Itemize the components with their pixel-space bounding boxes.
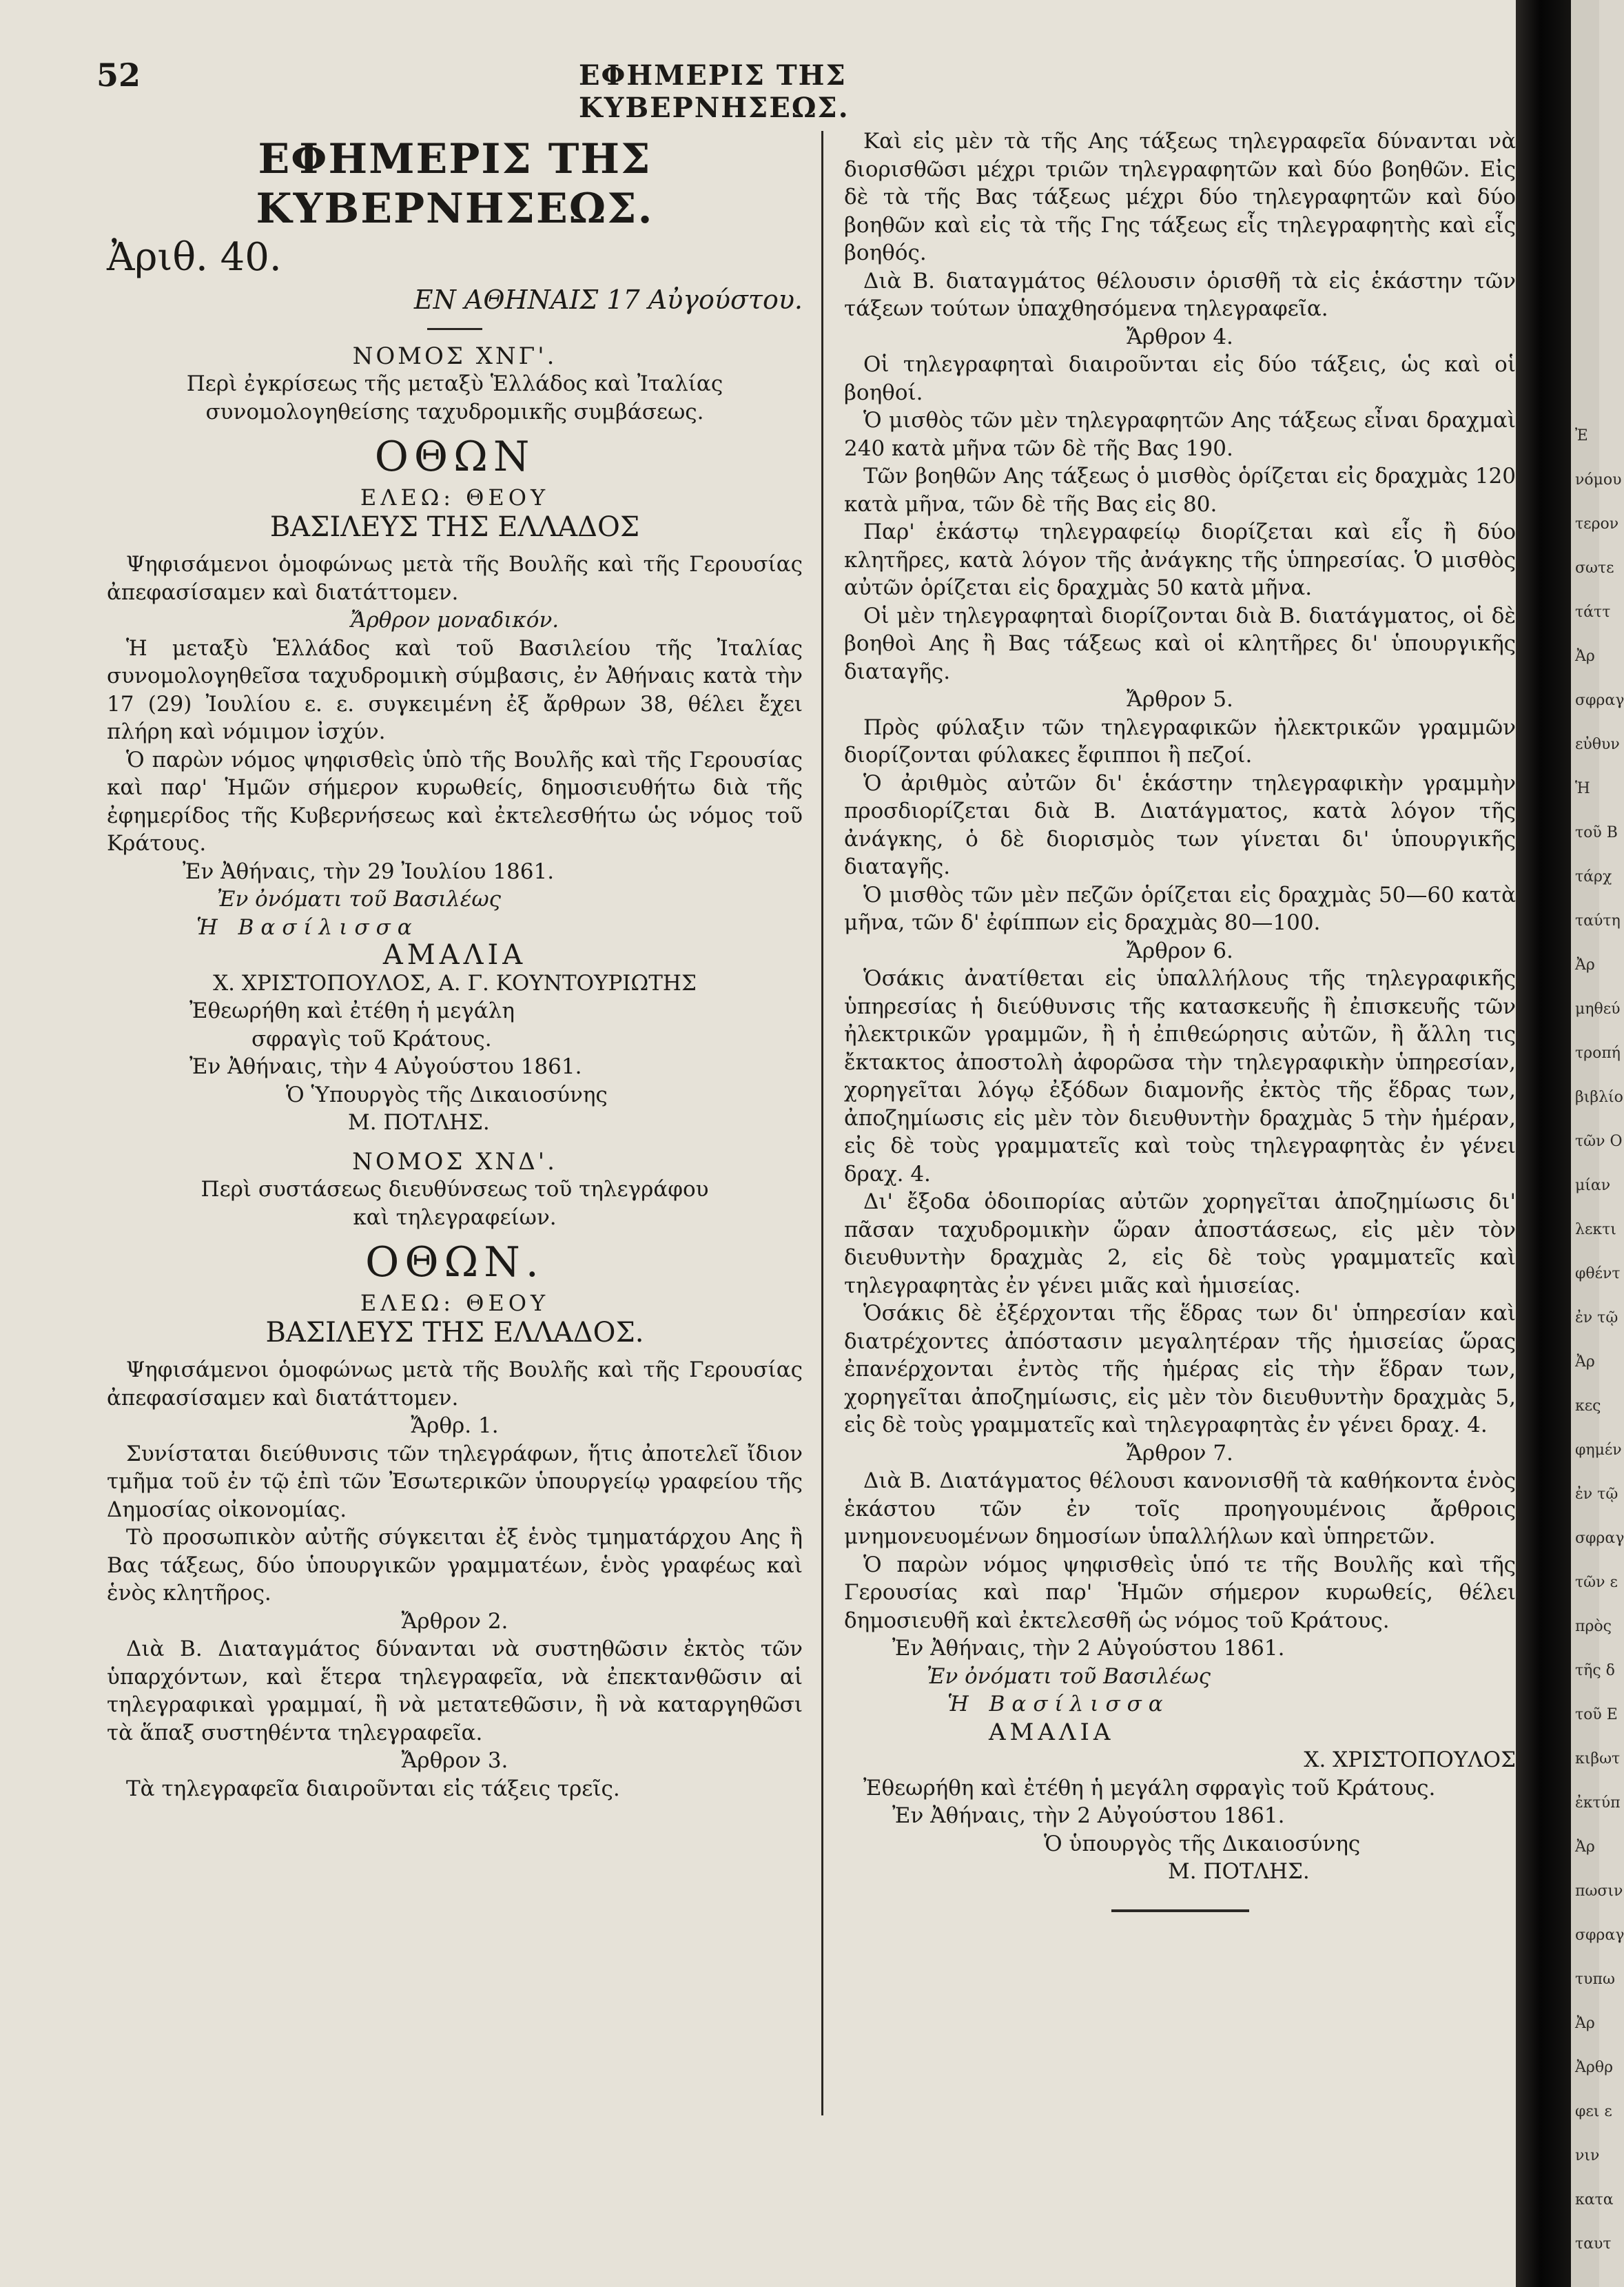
law-title: ΝΟΜΟΣ ΧΝΔ'.: [352, 1147, 557, 1176]
next-page-fragment: φημέν: [1575, 1442, 1622, 1459]
by-grace-of-god: ΕΛΕΩ: ΘΕΟΥ: [360, 484, 550, 511]
article-heading: Ἄρθρον 7.: [1127, 1440, 1233, 1466]
article-text: Ὁ μισθὸς τῶν μὲν πεζῶν ὁρίζεται εἰς δραχμὰς 50—60 κατὰ μῆνα, τῶν δ' ἐφίππων εἰς δραχμὰς 80—100.: [844, 882, 1516, 935]
article-text: Οἱ τηλεγραφηταὶ διαιροῦνται εἰς δύο τάξεις, ὡς καὶ οἱ βοηθοί.: [844, 352, 1516, 405]
next-page-fragment: τερον: [1575, 515, 1619, 533]
article-text: Δι' ἔξοδα ὁδοιπορίας αὐτῶν χορηγεῖται ἀποζημίωσις δι' πᾶσαν ταχυδρομικὴν ὥραν ἀποστάσεως, εἰς μὲν τὸν διευθυντὴν δραχμὰς 2, εἰς δὲ τοὺς γραμματεῖς καὶ τηλεγραφητὰς ἐν γένει μιᾶς καὶ ἡμισείας.: [844, 1189, 1516, 1298]
next-page-fragment: ταυτ: [1575, 2235, 1612, 2253]
king-name: ΟΘΩΝ.: [365, 1238, 544, 1286]
article-text: Τὰ τηλεγραφεῖα διαιροῦνται εἰς τάξεις τρεῖς.: [126, 1776, 620, 1801]
by-grace-of-god: ΕΛΕΩ: ΘΕΟΥ: [360, 1290, 550, 1316]
place-date: Ἐν Ἀθήναις, τὴν 29 Ἰουλίου 1861.: [183, 859, 555, 884]
next-page-fragment: Ἀρθρ: [1575, 2059, 1613, 2076]
preamble: Ψηφισάμενοι ὁμοφώνως μετὰ τῆς Βουλῆς καὶ τῆς Γερουσίας ἀπεφασίσαμεν καὶ διατάττομεν.: [107, 1357, 803, 1411]
book-spine: [1516, 0, 1571, 2287]
law-subtitle: Περὶ ἐγκρίσεως τῆς μεταξὺ Ἑλλάδος καὶ Ἰταλίας: [186, 371, 723, 396]
seal-date: Ἐν Ἀθήναις, τὴν 4 Αὐγούστου 1861.: [189, 1054, 582, 1079]
article-text: Ὁ παρὼν νόμος ψηφισθεὶς ὑπό τε τῆς Βουλῆς καὶ τῆς Γερουσίας καὶ παρ' Ἡμῶν σήμερον κυρωθείς, θέλει δημοσιευθῆ καὶ ἐκτελεσθῆ ὡς νόμος τοῦ Κράτους.: [844, 1552, 1516, 1633]
queen-label: Ἡ Βασίλισσα: [947, 1692, 1170, 1716]
next-page-fragment: Ἀρ: [1575, 2015, 1595, 2032]
page-number: 52: [96, 57, 141, 94]
next-page-fragment: φθέντ: [1575, 1265, 1621, 1282]
article-text: Καὶ εἰς μὲν τὰ τῆς Αης τάξεως τηλεγραφεῖα δύνανται νὰ διορισθῶσι μέχρι τριῶν τηλεγραφητῶν καὶ δύο βοηθῶν. Εἰς δὲ τὰ τῆς Βας τάξεως μέχρι δύο τηλεγραφητῶν καὶ δύο βοηθῶν καὶ εἰς τὰ τῆς Γης τάξεως εἷς τηλεγραφητὴς καὶ εἷς βοηθός.: [844, 129, 1516, 265]
next-page-fragment: τοῦ Β: [1575, 824, 1618, 841]
minister-names: Χ. ΧΡΙΣΤΟΠΟΥΛΟΣ, Α. Γ. ΚΟΥΝΤΟΥΡΙΩΤΗΣ: [213, 970, 697, 996]
law-subtitle: Περὶ συστάσεως διευθύνσεως τοῦ τηλεγράφου: [201, 1177, 709, 1202]
next-page-fragment: κες: [1575, 1397, 1601, 1415]
article-text: Ὁ μισθὸς τῶν μὲν τηλεγραφητῶν Αης τάξεως εἶναι δραχμαὶ 240 κατὰ μῆνα τῶν δὲ τῆς Βας 190.: [844, 408, 1516, 461]
article-text: Διὰ Β. διαταγμάτος θέλουσιν ὁρισθῆ τὰ εἰς ἑκάστην τῶν τάξεων τούτων ὑπαχθησόμενα τηλεγραφεῖα.: [844, 268, 1516, 321]
article-heading: Ἄρθρον μοναδικόν.: [350, 608, 559, 633]
column-divider: [821, 131, 823, 2115]
next-page-fragment: τῶν Ο: [1575, 1133, 1623, 1150]
king-title: ΒΑΣΙΛΕΥΣ ΤΗΣ ΕΛΛΑΔΟΣ.: [265, 1316, 644, 1348]
next-page-fragment: κατα: [1575, 2191, 1614, 2208]
next-page-fragment: τῶν ε: [1575, 1574, 1618, 1591]
article-heading: Ἄρθρον 5.: [1127, 687, 1233, 712]
running-header: [96, 57, 1116, 124]
next-page-fragment: σφραγ: [1575, 1530, 1624, 1547]
article-heading: Ἄρθρον 4.: [1127, 324, 1233, 349]
divider: [427, 328, 482, 330]
in-name-of-king: Ἐν ὀνόματι τοῦ Βασιλέως: [217, 887, 502, 912]
next-page-fragment: Ἀρ: [1575, 956, 1595, 974]
article-text: Ὁσάκις ἀνατίθεται εἰς ὑπαλλήλους τῆς τηλεγραφικῆς ὑπηρεσίας ἡ διεύθυνσις τῆς κατασκευῆς ἢ ἐπισκευῆς τῶν ἠλεκτρικῶν γραμμῶν, ἢ ἡ ἐπιθεώρησις αὐτῶν, ἢ ἄλλη τις ἔκτακτος ἀποστολὴ ἀφορῶσα τὴν τηλεγραφικὴν ὑπηρεσίαν, χορηγεῖται λόγῳ ἐξόδων διαμονῆς ἐκτὸς τῆς ἕδρας των, ἀποζημίωσις εἰς μὲν τὸν διευθυντὴν δραχμὰς 5 τὴν ἡμέραν, εἰς δὲ τοὺς γραμματεῖς καὶ τοὺς τηλεγραφητὰς ἐν γένει δραχ. 4.: [844, 966, 1516, 1187]
next-page-fragment: Ἀρ: [1575, 1353, 1595, 1371]
article-heading: Ἄρθρον 2.: [401, 1608, 508, 1634]
article-text: Οἱ μὲν τηλεγραφηταὶ διορίζονται διὰ Β. διατάγματος, οἱ δὲ βοηθοὶ Αης ἢ Βας τάξεως καὶ οἱ κλητῆρες δι' ὑπουργικῆς διαταγῆς.: [844, 603, 1516, 684]
minister-title: Ὁ ὑπουργὸς τῆς Δικαιοσύνης: [1044, 1831, 1361, 1856]
next-page-fragment: τῆς δ: [1575, 1662, 1615, 1679]
next-page-fragment: μηθεύ: [1575, 1001, 1621, 1018]
queen-label: Ἡ Βασίλισσα: [196, 914, 419, 940]
minister-title: Ὁ Ὑπουργὸς τῆς Δικαιοσύνης: [286, 1082, 608, 1107]
next-page-fragment: τάρχ: [1575, 868, 1612, 885]
issue-number: Ἀριθ. 40.: [107, 235, 282, 280]
next-page-fragment: βιβλίο: [1575, 1089, 1623, 1106]
article-heading: Ἄρθρον 3.: [401, 1748, 508, 1773]
seal-note: σφραγὶς τοῦ Κράτους.: [251, 1026, 492, 1052]
place-date: Ἐν Ἀθήναις, τὴν 2 Αὐγούστου 1861.: [892, 1636, 1285, 1661]
article-text: Ὁσάκις δὲ ἐξέρχονται τῆς ἕδρας των δι' ὑπηρεσίαν καὶ διατρέχοντες ἀπόστασιν μεγαλητέραν τῆς ἡμισείας ὥρας ἐπανέρχονται ἐντὸς τῆς ἡμέρας εἰς τὴν ἕδραν των, χορηγεῖται ἀποζημίωσις, εἰς μὲν τὸν διευθυντὴν δραχμὰς 5, εἰς δὲ τοὺς γραμματεῖς καὶ τηλεγραφητὰς ἐν γένει δραχ. 4.: [844, 1301, 1516, 1437]
article-text: Πρὸς φύλαξιν τῶν τηλεγραφικῶν ἠλεκτρικῶν γραμμῶν διορίζονται φύλακες ἔφιπποι ἢ πεζοί.: [844, 715, 1516, 768]
next-page-fragment: νιν: [1575, 2147, 1600, 2164]
seal-date: Ἐν Ἀθήναις, τὴν 2 Αὐγούστου 1861.: [892, 1803, 1285, 1828]
in-name-of-king: Ἐν ὀνόματι τοῦ Βασιλέως: [927, 1663, 1211, 1689]
article-text: Τὸ προσωπικὸν αὐτῆς σύγκειται ἐξ ἑνὸς τμηματάρχου Αης ἢ Βας τάξεως, δύο ὑπουργικῶν γραμματέων, ἑνὸς γραφέως καὶ ἑνὸς κλητῆρος.: [107, 1525, 803, 1606]
running-title: ΕΦΗΜΕΡΙΣ ΤΗΣ ΚΥΒΕΡΝΗΣΕΩΣ.: [579, 59, 850, 124]
king-title: ΒΑΣΙΛΕΥΣ ΤΗΣ ΕΛΛΑΔΟΣ: [269, 511, 640, 543]
masthead-title: ΕΦΗΜΕΡΙΣ ΤΗΣ ΚΥΒΕΡΝΗΣΕΩΣ.: [256, 135, 654, 233]
minister-names: Χ. ΧΡΙΣΤΟΠΟΥΛΟΣ: [1304, 1747, 1516, 1772]
next-page-fragment: κιβωτ: [1575, 1750, 1621, 1767]
next-page-fragment: τοῦ Ε: [1575, 1706, 1618, 1723]
king-name: ΟΘΩΝ: [374, 433, 535, 481]
next-page-fragment: σφραγ: [1575, 692, 1624, 709]
next-page-fragment: νόμου: [1575, 471, 1622, 489]
article-heading: Ἄρθρον 6.: [1127, 938, 1233, 963]
signature-amalia: ΑΜΑΛΙΑ: [989, 1718, 1115, 1746]
next-page-fragment: τυπω: [1575, 1971, 1615, 1988]
next-page-fragment: Ἐ: [1575, 427, 1588, 444]
next-page-fragment: ἐν τῷ: [1575, 1486, 1618, 1503]
article-heading: Ἄρθρ. 1.: [411, 1413, 499, 1438]
next-page-fragment: Ἡ: [1575, 780, 1590, 797]
next-page-fragment: τάττ: [1575, 604, 1611, 621]
right-column: [844, 127, 1516, 1912]
next-page-edge: [1571, 0, 1624, 2287]
article-text: Συνίσταται διεύθυνσις τῶν τηλεγράφων, ἥτις ἀποτελεῖ ἴδιον τμῆμα τοῦ ἐν τῷ ἐπὶ τῶν Ἐσωτερικῶν ὑπουργείῳ γραφείου τῆς Δημοσίας οἰκονομίας.: [107, 1441, 803, 1522]
next-page-fragment: Ἀρ: [1575, 648, 1595, 665]
next-page-fragment: φει ε: [1575, 2103, 1612, 2120]
next-page-fragment: μίαν: [1575, 1177, 1611, 1194]
left-column: [107, 127, 803, 1803]
article-text: Διὰ Β. Διατάγματος θέλουσι κανονισθῆ τὰ καθήκοντα ἑνὸς ἑκάστου τῶν ἐν τοῖς προηγουμένοις ἄρθροις μνημονευομένων δημοσίων ὑπαλλήλων καὶ ὑπηρετῶν.: [844, 1468, 1516, 1549]
next-page-fragment: τροπή: [1575, 1045, 1621, 1062]
end-rule: [1111, 1909, 1249, 1912]
next-page-fragment: Ἀρ: [1575, 1838, 1595, 1856]
dateline: ΕΝ ΑΘΗΝΑΙΣ 17 Αὐγούστου.: [413, 285, 803, 315]
next-page-fragment: σφραγ: [1575, 1927, 1624, 1944]
law-subtitle: συνομολογηθείσης ταχυδρομικῆς συμβάσεως.: [205, 399, 704, 424]
seal-note: Ἐθεωρήθη καὶ ἐτέθη ἡ μεγάλη σφραγὶς τοῦ Κράτους.: [863, 1775, 1436, 1801]
article-text: Τῶν βοηθῶν Αης τάξεως ὁ μισθὸς ὁρίζεται εἰς δραχμὰς 120 κατὰ μῆνα, τῶν δὲ τῆς Βας εἰς 80.: [844, 464, 1516, 517]
promulgation-text: Ὁ παρὼν νόμος ψηφισθεὶς ὑπὸ τῆς Βουλῆς καὶ τῆς Γερουσίας καὶ παρ' Ἡμῶν σήμερον κυρωθείς, δημοσιευθήτω διὰ τῆς ἐφημερίδος τῆς Κυβερνήσεως καὶ ἐκτελεσθήτω ὡς νόμος τοῦ Κράτους.: [107, 747, 803, 856]
signature-amalia: ΑΜΑΛΙΑ: [382, 939, 527, 971]
next-page-fragment: πρὸς: [1575, 1618, 1612, 1635]
article-text: Παρ' ἑκάστῳ τηλεγραφείῳ διορίζεται καὶ εἷς ἢ δύο κλητῆρες, κατὰ λόγον τῆς ἀνάγκης τῆς ὑπηρεσίας. Ὁ μισθὸς αὐτῶν ὁρίζεται εἰς δραχμὰς 50 κατὰ μῆνα.: [844, 520, 1516, 600]
article-text: Ὁ ἀριθμὸς αὐτῶν δι' ἑκάστην τηλεγραφικὴν γραμμὴν προσδιορίζεται διὰ Β. Διατάγματος, κατὰ λόγον τῆς ἀνάγκης, ὁ δὲ διορισμὸς των γίνεται δι' ὑπουργικῆς διαταγῆς.: [844, 770, 1516, 879]
next-page-fragment: σωτε: [1575, 560, 1614, 577]
next-page-fragment: λεκτι: [1575, 1221, 1616, 1238]
law-subtitle: καὶ τηλεγραφείων.: [353, 1204, 557, 1230]
next-page-fragment: ἐν τῷ: [1575, 1309, 1618, 1326]
article-text: Ἡ μεταξὺ Ἑλλάδος καὶ τοῦ Βασιλείου τῆς Ἰταλίας συνομολογηθεῖσα ταχυδρομικὴ σύμβασις, ἐν Ἀθήναις κατὰ τὴν 17 (29) Ἰουλίου ε. ε. συγκειμένη ἐξ ἄρθρων 38, θέλει ἔχει πλήρη καὶ νόμιμον ἰσχύν.: [107, 635, 803, 744]
law-title: ΝΟΜΟΣ ΧΝΓ'.: [352, 342, 557, 370]
next-page-fragment: ἐκτύπ: [1575, 1794, 1621, 1812]
minister-name: Μ. ΠΟΤΛΗΣ.: [348, 1110, 490, 1135]
seal-note: Ἐθεωρήθη καὶ ἐτέθη ἡ μεγάλη: [189, 998, 515, 1023]
article-text: Διὰ Β. Διαταγμάτος δύνανται νὰ συστηθῶσιν ἐκτὸς τῶν ὑπαρχόντων, καὶ ἕτερα τηλεγραφεῖα, νὰ ἐπεκτανθῶσιν αἱ τηλεγραφικαὶ γραμμαί, ἢ νὰ μετατεθῶσιν, ἢ νὰ καταργηθῶσι τὰ ἅπαξ συστηθέντα τηλεγραφεῖα.: [107, 1637, 803, 1745]
next-page-fragment: εὐθυν: [1575, 736, 1620, 753]
minister-name: Μ. ΠΟΤΛΗΣ.: [1168, 1859, 1310, 1884]
preamble: Ψηφισάμενοι ὁμοφώνως μετὰ τῆς Βουλῆς καὶ τῆς Γερουσίας ἀπεφασίσαμεν καὶ διατάττομεν.: [107, 552, 803, 605]
next-page-fragment: πωσιν: [1575, 1883, 1623, 1900]
next-page-fragment: ταύτη: [1575, 912, 1621, 930]
